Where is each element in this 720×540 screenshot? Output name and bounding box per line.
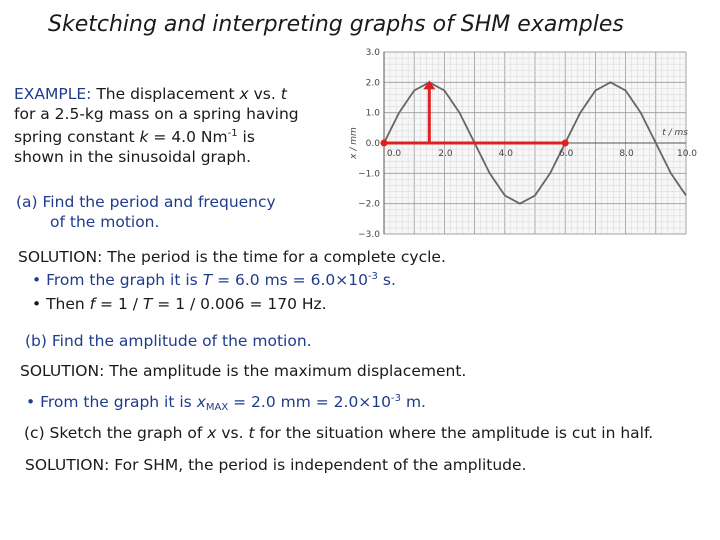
var-t: t	[280, 85, 287, 103]
part-c-text-1: (c) Sketch the graph of	[24, 424, 208, 442]
period-end-marker	[562, 140, 569, 147]
solution-b-line: SOLUTION: The amplitude is the maximum displacement.	[20, 362, 467, 380]
example-line-3	[14, 124, 299, 147]
example-label: EXAMPLE:	[14, 85, 92, 103]
example-text-5: is	[237, 128, 255, 146]
var-T: T	[202, 271, 213, 289]
x-tick-label: 4.0	[498, 149, 513, 159]
sol-b-text-2: = 2.0 mm = 2.0×10	[228, 393, 392, 411]
sol-a-text-4: • Then	[32, 295, 90, 313]
exponent: -3	[391, 393, 402, 404]
x-tick-label-origin: 0.0	[386, 149, 402, 159]
example-text	[14, 84, 299, 167]
solution-a-bullet-1	[18, 267, 446, 290]
var-f: f	[89, 295, 96, 313]
x-tick-label: 8.0	[619, 149, 634, 159]
example-text-4: = 4.0 Nm	[148, 128, 228, 146]
example-line-2: for a 2.5-kg mass on a spring having	[14, 105, 299, 123]
solution-b-bullet	[20, 389, 466, 418]
period-start-marker	[381, 140, 388, 147]
example-line-1	[14, 84, 299, 104]
var-k: k	[139, 128, 149, 146]
y-tick-label: 1.0	[365, 108, 380, 119]
part-c-text-2: vs.	[216, 424, 249, 442]
part-a-line-1: (a) Find the period and frequency	[16, 193, 276, 211]
solution-a-line: SOLUTION: The period is the time for a complete cycle.	[18, 248, 446, 266]
y-axis-label: x / mm	[349, 127, 359, 159]
sol-a-text-1: • From the graph it is	[32, 271, 203, 289]
var-x: x	[196, 393, 206, 411]
part-a-line-2: of the motion.	[50, 213, 160, 231]
sol-a-text-3: s.	[377, 271, 396, 289]
y-tick-label: −3.0	[358, 230, 380, 240]
part-c-text-3: for the situation where the amplitude is cut in half.	[254, 424, 654, 442]
y-tick-label: 2.0	[365, 78, 380, 89]
var-x: x	[239, 85, 249, 103]
var-T: T	[142, 295, 153, 313]
x-axis-label: t / ms	[662, 128, 688, 138]
example-text-2: vs.	[248, 85, 281, 103]
x-tick-label: 2.0	[438, 149, 453, 159]
part-b: (b) Find the amplitude of the motion.	[25, 332, 312, 350]
sol-b-text-1: • From the graph it is	[26, 393, 197, 411]
sol-a-text-2: = 6.0 ms = 6.0×10	[212, 271, 368, 289]
shm-graph	[330, 44, 700, 240]
solution-a-bullet-2	[18, 294, 446, 314]
subscript: MAX	[205, 402, 229, 413]
solution-c: SOLUTION: For SHM, the period is independent of the amplitude.	[25, 456, 527, 474]
sol-a-text-6: = 1 / 0.006 = 170 Hz.	[152, 295, 327, 313]
x-tick-label: 10.0	[676, 149, 698, 159]
y-tick-label: −2.0	[358, 199, 380, 210]
exponent: -3	[367, 271, 378, 282]
solution-a	[18, 247, 446, 314]
page-title: Sketching and interpreting graphs of SHM examples	[48, 12, 624, 37]
var-t: t	[248, 424, 255, 442]
var-x: x	[207, 424, 217, 442]
part-c	[24, 423, 653, 443]
sol-a-text-5: = 1 /	[95, 295, 143, 313]
sol-b-text-3: m.	[401, 393, 426, 411]
y-tick-label: 3.0	[365, 48, 380, 58]
y-tick-label: −1.0	[358, 169, 380, 180]
solution-b	[20, 361, 466, 418]
example-line-4: shown in the sinusoidal graph.	[14, 148, 251, 166]
example-text-1: The displacement	[91, 85, 240, 103]
part-a	[16, 192, 276, 232]
exponent: -1	[227, 128, 238, 139]
y-tick-label: 0.0	[365, 139, 380, 149]
x-tick-label: 6.0	[559, 149, 574, 159]
example-text-3: spring constant	[14, 128, 140, 146]
